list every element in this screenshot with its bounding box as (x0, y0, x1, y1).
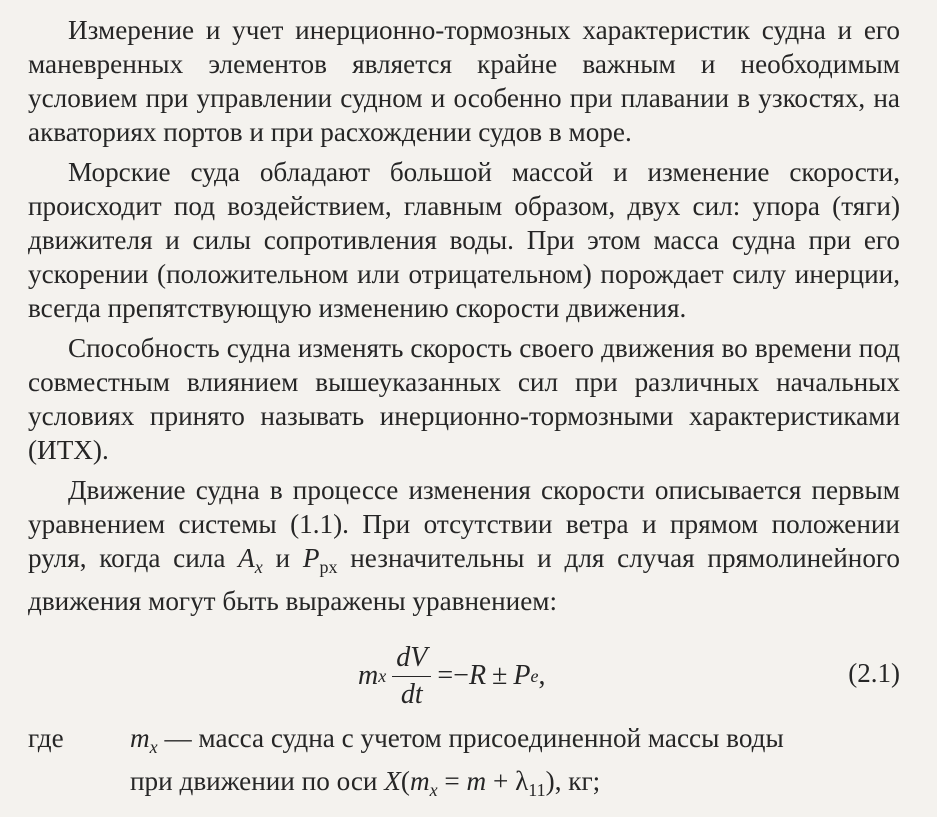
eq-plusminus: ± (492, 660, 508, 691)
def-paren-close: ), (545, 766, 562, 796)
eq-r: R (468, 660, 487, 691)
paragraph-1: Измерение и учет инерционно-тормозных характеристик судна и его маневренных элементов является крайне важным и необходимым условием при управлении судном и особенно при плавании в узкостях, на акваториях портов и при расхождении судов в море. (28, 15, 900, 147)
var-p-sub: px (319, 557, 338, 577)
where-label: где (28, 723, 64, 753)
eq-fraction (392, 642, 431, 711)
def-text-2: при движении по оси (130, 766, 385, 796)
eq-minus: − (453, 660, 469, 691)
var-a: A (238, 543, 255, 573)
def-m2-sub: x (429, 780, 438, 800)
paragraph-3: Способность судна изменять скорость своего движения во времени под совместным влиянием вышеуказанных сил при различных начальных условиях принято называть инерционно-тормозными характеристиками (ИТХ). (28, 333, 900, 465)
paragraph-4 (28, 473, 900, 618)
def-eq: = (437, 766, 467, 796)
def-lambda: λ (515, 766, 529, 796)
def-m: m (130, 723, 150, 753)
def-axis: X (384, 766, 401, 796)
equation-number: (2.1) (848, 658, 900, 688)
paragraph-2: Морские суда обладают большой массой и изменение скорости, происходит под воздействием, главным образом, двух сил: упора (тяги) движителя и силы сопротивления воды. При этом масса судна при его ускорении (положительном или отрицательном) порождает силу инерции, всегда препятствующую изменению скорости движения. (28, 157, 900, 323)
eq-equals: = (437, 660, 454, 691)
def-plus: + (486, 766, 516, 796)
paragraph-4-text-2: и (262, 543, 303, 573)
definition-text (130, 721, 900, 807)
eq-numerator: dV (392, 642, 431, 677)
var-a-sub: x (254, 557, 263, 577)
eq-denominator: dt (400, 678, 423, 710)
def-paren-open: ( (400, 766, 410, 796)
eq-p-sub: e (530, 665, 539, 686)
body-text (28, 13, 900, 624)
def-line-2 (130, 764, 900, 807)
equation-body (358, 636, 546, 716)
paragraph-4-text-1: Движение судна в процессе изменения скорости описывается первым уравнением системы (1.1). При отсутствии ветра и прямом положении руля, когда сила (28, 475, 900, 573)
eq-m-sub: x (378, 665, 387, 686)
eq-p: P (513, 660, 531, 691)
def-m-sub: x (149, 737, 158, 757)
def-text-1: — масса судна с учетом присоединенной массы воды (157, 723, 784, 753)
eq-comma: , (538, 660, 546, 691)
def-unit: кг; (561, 766, 601, 796)
eq-m: m (358, 660, 379, 691)
var-p: P (302, 543, 320, 573)
paragraph-4-text-3: незначительны и для случая прямолинейного движения могут быть выражены уравнением: (28, 543, 900, 616)
def-lambda-sub: 11 (528, 780, 546, 800)
def-m3: m (466, 766, 487, 796)
def-m2: m (409, 766, 430, 796)
equation-2-1 (0, 636, 937, 716)
